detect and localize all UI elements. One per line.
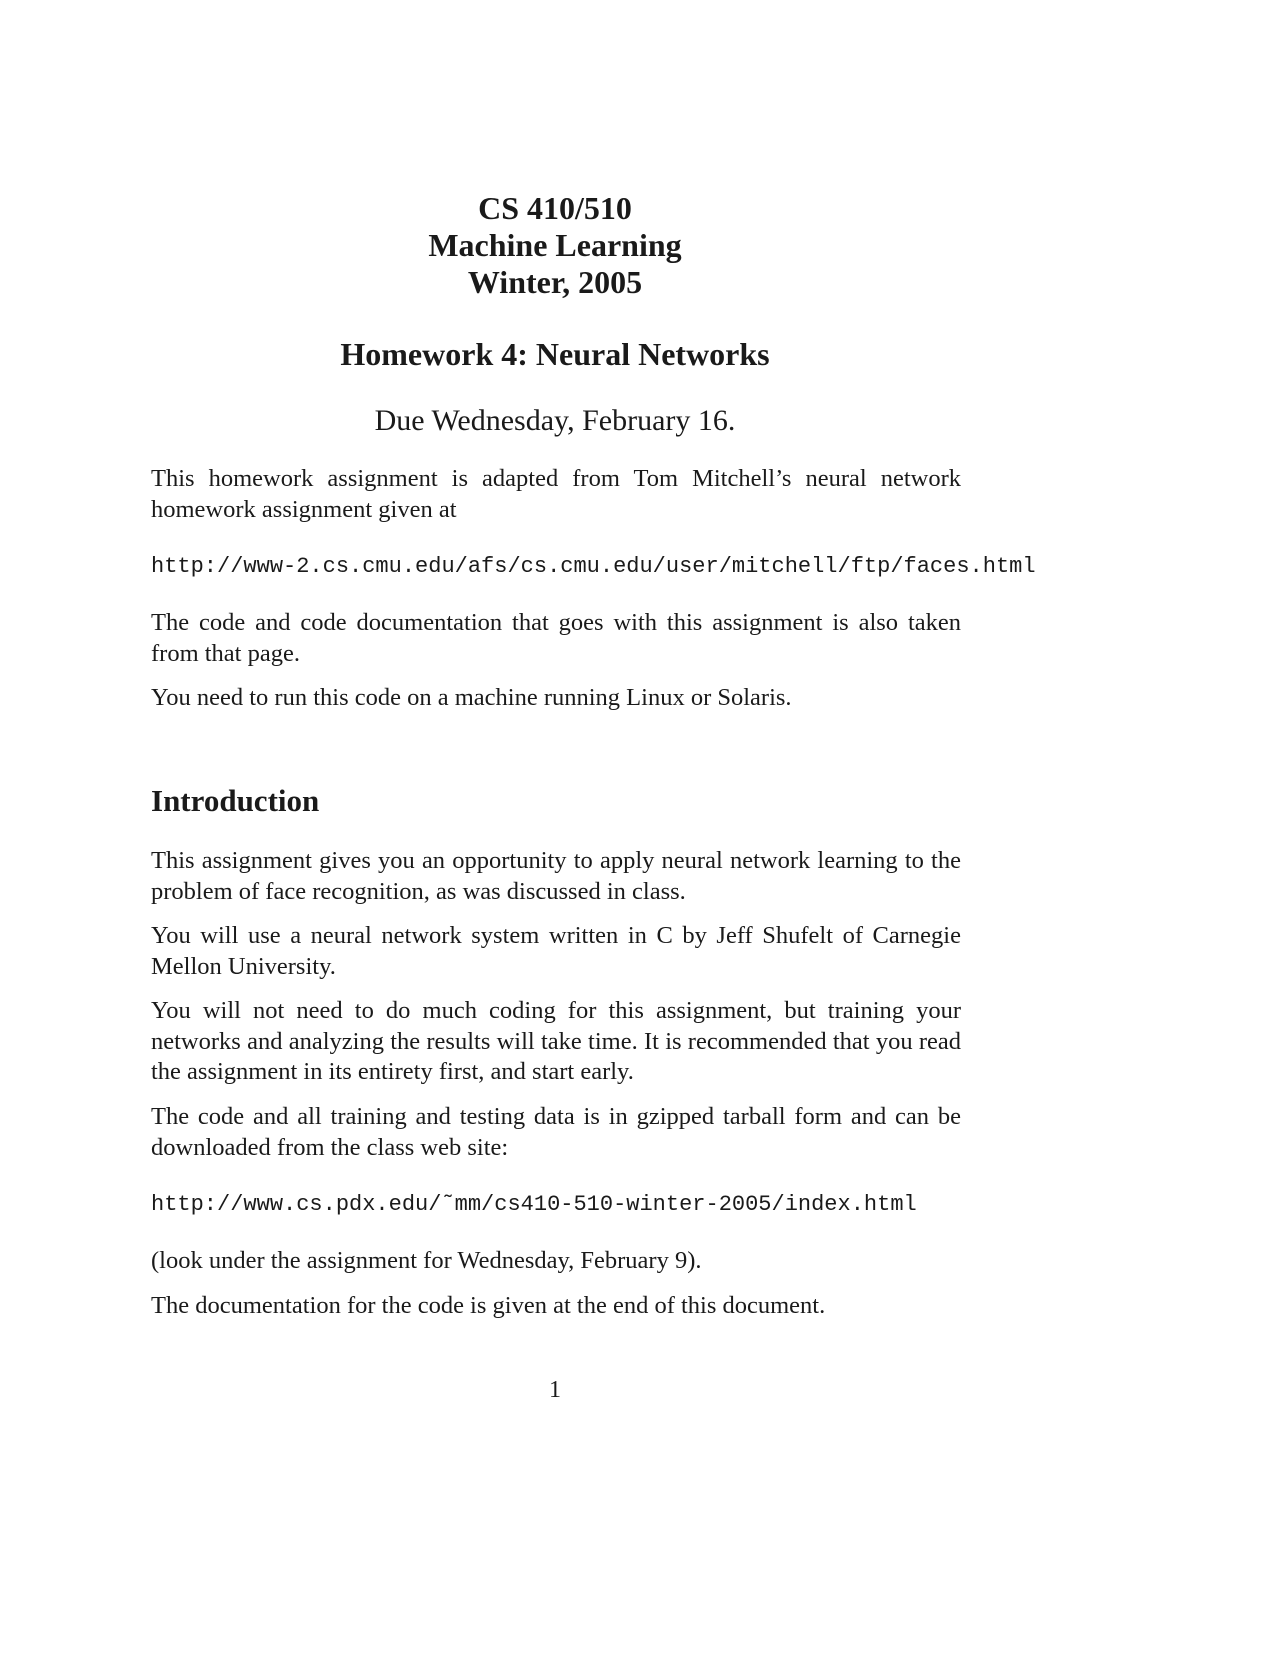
introduction-heading: Introduction bbox=[151, 783, 320, 818]
intro-paragraph-3: You will not need to do much coding for this assignment, but training your networks and analyzing the results will take time. It is recommended that you read the assignment in its entirety first, and start early. bbox=[151, 997, 961, 1085]
intro-paragraph-4: The code and all training and testing data is in gzipped tarball form and can be downloaded from the class web site: bbox=[151, 1103, 961, 1161]
class-site-url-link[interactable]: http://www.cs.pdx.edu/˜mm/cs410-510-winter-2005/index.html bbox=[151, 1192, 917, 1217]
code-source-paragraph: The code and code documentation that goes with this assignment is also taken from that page. bbox=[151, 609, 961, 667]
intro-paragraph-5: (look under the assignment for Wednesday, February 9). bbox=[151, 1247, 702, 1274]
course-term: Winter, 2005 bbox=[467, 264, 643, 300]
intro-paragraph-2: You will use a neural network system written in C by Jeff Shufelt of Carnegie Mellon University. bbox=[151, 922, 961, 980]
homework-title: Homework 4: Neural Networks bbox=[340, 336, 770, 372]
course-subject: Machine Learning bbox=[428, 227, 682, 263]
platform-paragraph: You need to run this code on a machine running Linux or Solaris. bbox=[151, 684, 792, 711]
due-date: Due Wednesday, February 16. bbox=[374, 404, 736, 437]
page-number: 1 bbox=[549, 1377, 561, 1403]
course-header bbox=[0, 190, 1110, 301]
intro-paragraph-6: The documentation for the code is given at the end of this document. bbox=[151, 1292, 826, 1319]
adaptation-paragraph: This homework assignment is adapted from Tom Mitchell’s neural network homework assignment given at bbox=[151, 465, 961, 523]
course-number: CS 410/510 bbox=[478, 190, 632, 226]
mitchell-url-link[interactable]: http://www-2.cs.cmu.edu/afs/cs.cmu.edu/user/mitchell/ftp/faces.html bbox=[151, 554, 1036, 579]
intro-paragraph-1: This assignment gives you an opportunity to apply neural network learning to the problem of face recognition, as was discussed in class. bbox=[151, 847, 961, 905]
